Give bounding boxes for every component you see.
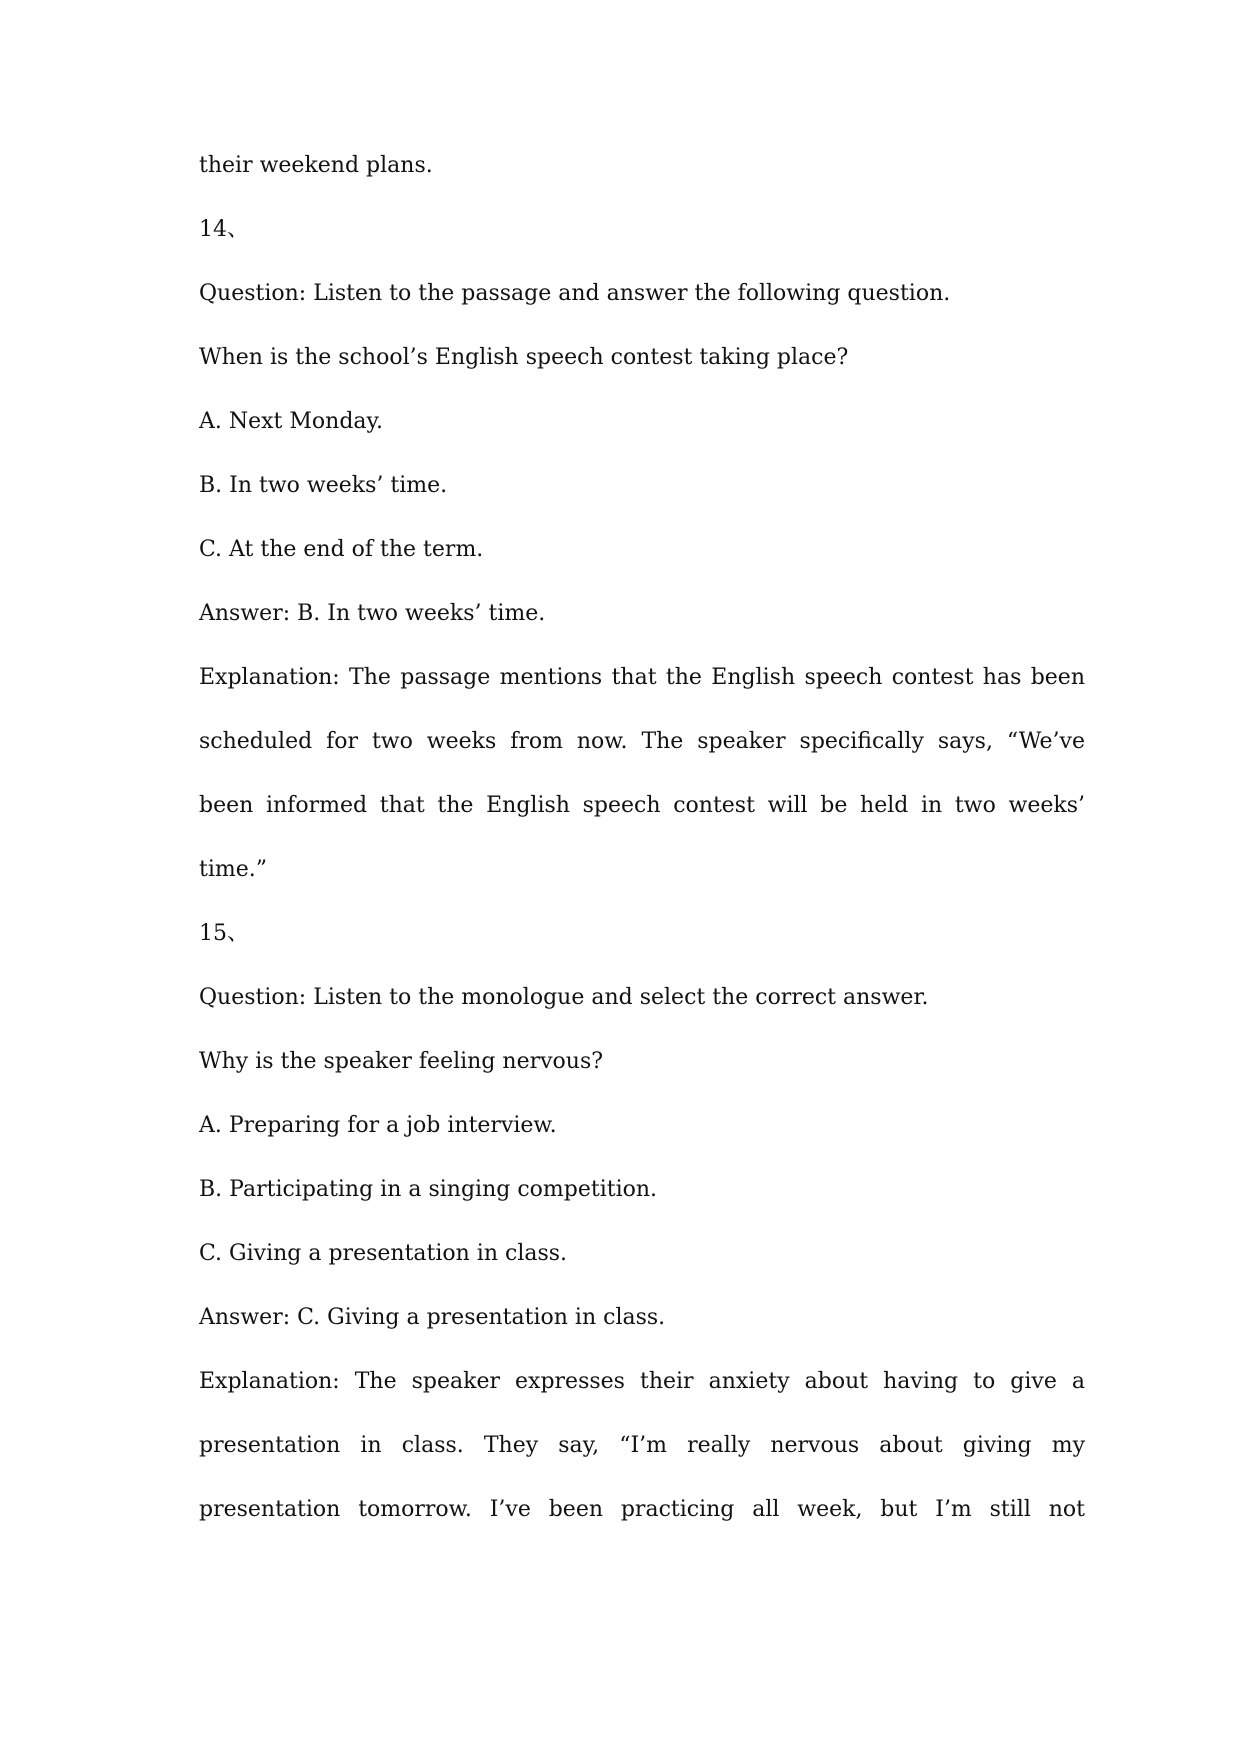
question-14-explanation-line-4: time.”	[199, 857, 267, 882]
question-14-explanation-line-1: Explanation: The passage mentions that the English speech contest has been	[199, 665, 1085, 690]
question-15-answer: Answer: C. Giving a presentation in class.	[199, 1305, 666, 1330]
question-14-option-a: A. Next Monday.	[199, 409, 384, 434]
question-15-option-b: B. Participating in a singing competition.	[199, 1177, 658, 1202]
question-15-prompt: Why is the speaker feeling nervous?	[199, 1049, 604, 1074]
question-15-explanation-line-3: presentation tomorrow. I’ve been practicing all week, but I’m still not	[199, 1497, 1085, 1522]
question-15-explanation-line-1: Explanation: The speaker expresses their anxiety about having to give a	[199, 1369, 1085, 1394]
question-15-option-a: A. Preparing for a job interview.	[199, 1113, 557, 1138]
question-15-option-c: C. Giving a presentation in class.	[199, 1241, 568, 1266]
question-number-15: 15、	[199, 921, 249, 946]
question-14-instruction: Question: Listen to the passage and answer the following question.	[199, 281, 951, 306]
question-14-explanation-line-2: scheduled for two weeks from now. The speaker specifically says, “We’ve	[199, 729, 1085, 754]
question-14-answer: Answer: B. In two weeks’ time.	[199, 601, 546, 626]
question-14-option-c: C. At the end of the term.	[199, 537, 484, 562]
question-14-prompt: When is the school’s English speech contest taking place?	[199, 345, 849, 370]
question-14-explanation-line-3: been informed that the English speech contest will be held in two weeks’	[199, 793, 1085, 818]
question-15-explanation-line-2: presentation in class. They say, “I’m really nervous about giving my	[199, 1433, 1085, 1458]
question-number-14: 14、	[199, 217, 249, 242]
text-line-continuation: their weekend plans.	[199, 153, 433, 178]
question-15-instruction: Question: Listen to the monologue and select the correct answer.	[199, 985, 929, 1010]
question-14-option-b: B. In two weeks’ time.	[199, 473, 448, 498]
